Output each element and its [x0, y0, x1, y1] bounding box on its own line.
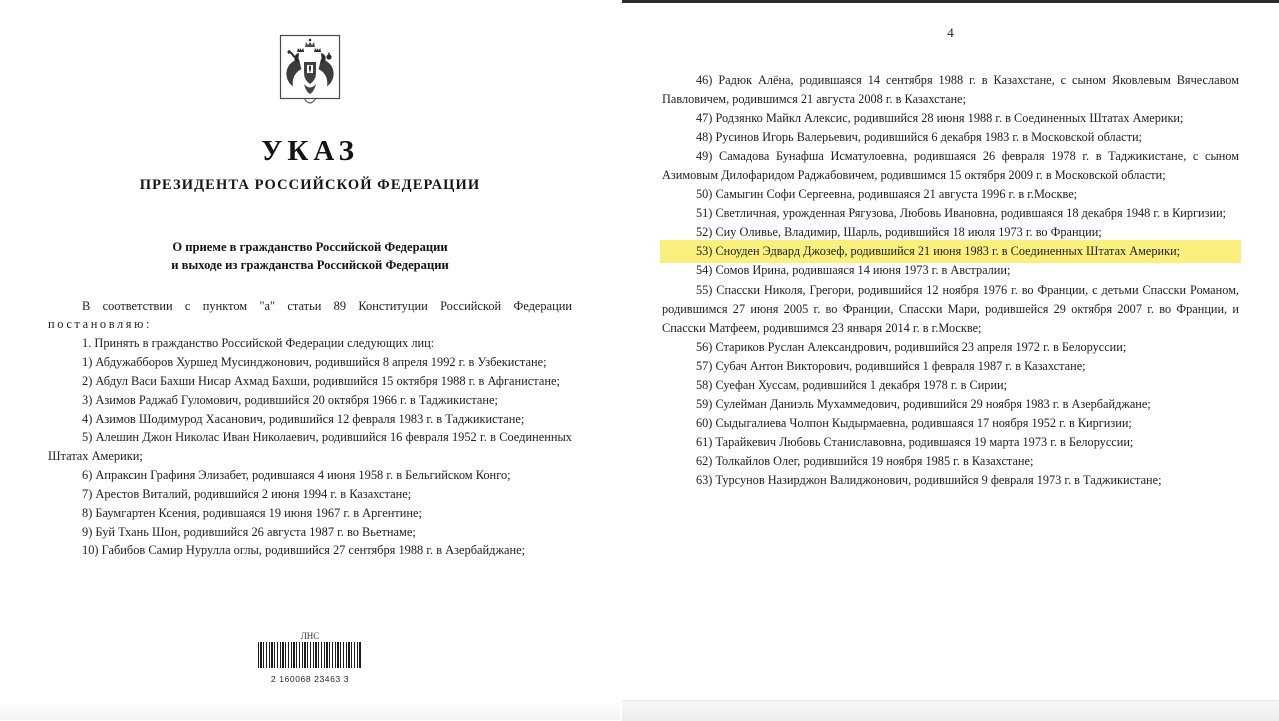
- person-entry: 54) Сомов Ирина, родившаяся 14 июня 1973 г. в Австралии;: [696, 263, 1011, 278]
- person-entry: 47) Родзянко Майкл Алексис, родившийся 28 июня 1988 г. в Соединенных Штатах Америки;: [696, 111, 1184, 126]
- person-entry-highlighted: 53) Сноуден Эдвард Джозеф, родившийся 21 июня 1983 г. в Соединенных Штатах Америки;: [662, 242, 1239, 261]
- person-entry: 46) Радюк Алёна, родившаяся 14 сентября 1988 г. в Казахстане, с сыном Яковлевым Вячеславом Павловичем, родившимся 21 августа 2008 г. в Казахстане;: [662, 73, 1239, 107]
- decree-subject-line-2: и выходе из гражданства Российской Федерации: [171, 258, 449, 273]
- barcode: [0, 632, 620, 684]
- preamble-enact-word: постановляю:: [48, 317, 152, 332]
- person-entry: 58) Суефан Хуссам, родившийся 1 декабря 1978 г. в Сирии;: [696, 377, 1008, 392]
- decree-subject-line-1: О приеме в гражданство Российской Федерации: [172, 240, 448, 254]
- person-entry: 56) Стариков Руслан Александрович, родившийся 23 апреля 1972 г. в Белоруссии;: [696, 339, 1127, 354]
- decree-subtitle: ПРЕЗИДЕНТА РОССИЙСКОЙ ФЕДЕРАЦИИ: [139, 177, 481, 193]
- person-entry: 61) Тарайкевич Любовь Станиславовна, родившаяся 19 марта 1973 г. в Белоруссии;: [696, 434, 1134, 449]
- person-entry: 50) Самыгин Софи Сергеевна, родившаяся 21 августа 1996 г. в г.Москве;: [696, 187, 1078, 202]
- person-entry: 55) Спасски Николя, Грегори, родившийся 12 ноября 1976 г. во Франции, с детьми Спасски Романом, родившимся 27 июня 2005 г. во Франции, Спасски Мари, родившейся 29 октября 2007 г. во Франции, и Спасски Матфеем, родившимся 23 января 2014 г. в г.Москве;: [662, 282, 1239, 335]
- barcode-bars: [258, 642, 362, 668]
- preamble-text: В соответствии с пунктом "а" статьи 89 Конституции Российской Федерации: [82, 298, 572, 313]
- person-entry: 10) Габибов Самир Нурулла оглы, родившийся 27 сентября 1988 г. в Азербайджане;: [82, 543, 526, 558]
- person-entry: 63) Турсунов Назирджон Валиджонович, родившийся 9 февраля 1973 г. в Таджикистане;: [696, 472, 1162, 487]
- person-entry: 6) Апраксин Графиня Элизабет, родившаяся 4 июня 1958 г. в Бельгийском Конго;: [82, 468, 511, 483]
- person-entry: 52) Сиу Оливье, Владимир, Шарль, родившийся 18 июля 1973 г. во Франции;: [696, 225, 1102, 240]
- russian-federation-coat-of-arms-icon: [277, 34, 343, 112]
- decree-page-four: [622, 0, 1279, 700]
- decree-body: [48, 297, 572, 561]
- decree-body-continued: [662, 71, 1239, 490]
- decree-title: УКАЗ: [261, 135, 359, 167]
- person-entry: 3) Азимов Раджаб Гуломович, родившийся 20 октября 1966 г. в Таджикистане;: [82, 392, 498, 407]
- person-entry: 7) Арестов Виталий, родившийся 2 июня 1994 г. в Казахстане;: [82, 486, 412, 501]
- person-entry: 9) Буй Тхань Шон, родившийся 26 августа 1987 г. во Вьетнаме;: [82, 524, 416, 539]
- decree-subject: [48, 238, 572, 275]
- coat-of-arms-container: [48, 0, 572, 117]
- page-number: 4: [947, 25, 954, 40]
- person-list-left: [48, 353, 572, 560]
- person-entry: 57) Субач Антон Викторович, родившийся 1 февраля 1987 г. в Казахстане;: [696, 358, 1086, 373]
- person-list-right: [662, 71, 1239, 490]
- decree-clause-1: 1. Принять в гражданство Российской Федерации следующих лиц:: [82, 336, 435, 351]
- person-entry: 1) Абдужабборов Хуршед Мусинджонович, родившийся 8 апреля 1992 г. в Узбекистане;: [82, 355, 547, 370]
- person-entry: 8) Баумгартен Ксения, родившаяся 19 июня 1967 г. в Аргентине;: [82, 505, 422, 520]
- person-entry: 49) Самадова Бунафша Исматулоевна, родившаяся 26 февраля 1978 г. в Таджикистане, с сыном Азимовым Дилофаридом Раджабовичем, родившимся 15 октября 2009 г. в Московской области;: [662, 149, 1239, 183]
- barcode-digits: 2 160068 23463 3: [270, 674, 350, 684]
- person-entry: 59) Сулейман Даниэль Мухаммедович, родившийся 29 ноября 1983 г. в Азербайджане;: [696, 396, 1151, 411]
- barcode-mark: ЛНС: [300, 631, 320, 641]
- person-entry: 62) Толкайлов Олег, родившийся 19 ноября 1985 г. в Казахстане;: [696, 453, 1034, 468]
- decree-preamble: [48, 297, 572, 335]
- next-sheet-edge: [622, 700, 1279, 721]
- next-sheet-edge-left: [0, 704, 620, 720]
- person-entry: 51) Светличная, урожденная Рягузова, Любовь Ивановна, родившаяся 18 декабря 1948 г. в Киргизии;: [696, 206, 1227, 221]
- person-entry: 5) Алешин Джон Николас Иван Николаевич, родившийся 16 февраля 1952 г. в Соединенных Штатах Америки;: [48, 430, 572, 464]
- person-entry: 2) Абдул Васи Бахши Нисар Ахмад Бахши, родившийся 15 октября 1988 г. в Афганистане;: [82, 373, 560, 388]
- decree-page-first: [0, 0, 620, 700]
- person-entry: 60) Сыдыгалиева Чолпон Кыдырмаевна, родившаяся 17 ноября 1952 г. в Киргизии;: [696, 415, 1132, 430]
- person-entry: 4) Азимов Шодимурод Хасанович, родившийся 12 февраля 1983 г. в Таджикистане;: [82, 411, 525, 426]
- person-entry: 48) Русинов Игорь Валерьевич, родившийся 6 декабря 1983 г. в Московской области;: [696, 130, 1142, 145]
